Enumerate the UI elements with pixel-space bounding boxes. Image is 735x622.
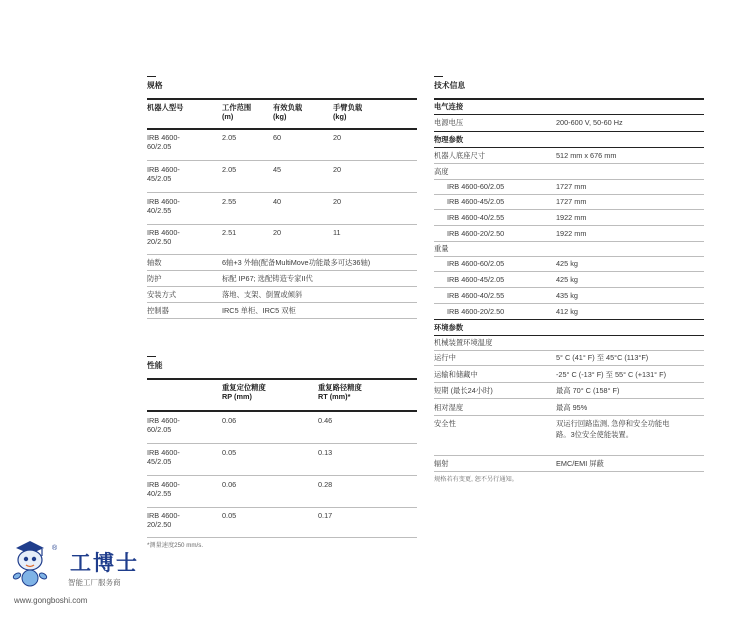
perf-header-bottom-rule [147,410,417,412]
tech-height-value: 1727 mm [556,182,587,191]
tech-header-rule [434,98,704,100]
row-divider [434,179,704,180]
tech-weight-model: IRB 4600-60/2.05 [447,259,505,268]
specs-row-armload: 11 [333,228,341,237]
perf-row-model: IRB 4600- 40/2.55 [147,480,180,499]
specs-row-payload: 40 [273,197,282,206]
row-divider [434,365,704,366]
tech-env-label: 安全性 [434,419,456,428]
tech-env-value: 最高 95% [556,403,588,412]
specs-mounting-value: 落地、支架、倒置或倾斜 [222,290,303,299]
tech-weight-value: 425 kg [556,275,578,284]
row-divider [147,318,417,319]
specs-header-bottom-rule [147,128,417,130]
specs-section-title: 规格 [147,81,163,90]
row-divider [434,241,704,242]
specs-row-model: IRB 4600- 40/2.55 [147,197,180,216]
perf-row-rt: 0.13 [318,448,333,457]
group-rule [434,131,704,132]
tech-note: 规格若有变更, 恕不另行通知。 [434,476,518,483]
perf-row-rt: 0.17 [318,511,333,520]
specs-row-payload: 20 [273,228,282,237]
specs-row-payload: 45 [273,165,282,174]
tech-section-title: 技术信息 [434,81,466,90]
tech-env-value: EMC/EMI 屏蔽 [556,459,604,468]
tech-physical-group: 物理参数 [434,135,464,144]
tech-section-dash [434,76,443,77]
specs-row-armload: 20 [333,165,342,174]
row-divider [434,225,704,226]
group-rule [434,114,704,115]
perf-row-model: IRB 4600- 20/2.50 [147,511,180,530]
perf-section-dash [147,356,156,357]
tech-base-label: 机器人底座尺寸 [434,151,486,160]
row-divider [434,194,704,195]
specs-mounting-label: 安装方式 [147,290,177,299]
brand-name: 工博士 [70,552,139,575]
perf-row-rp: 0.06 [222,416,237,425]
tech-height-model: IRB 4600-45/2.05 [447,197,505,206]
tech-weight-model: IRB 4600-20/2.50 [447,307,505,316]
tech-env-label: 辐射 [434,459,449,468]
perf-row-rp: 0.05 [222,448,237,457]
tech-env-label: 运输和储藏中 [434,370,478,379]
specs-row-model: IRB 4600- 20/2.50 [147,228,180,247]
watermark-logo [8,538,148,610]
tech-env-value: 双运行回路监测, 急停和安全功能电 路。3位安全使能装置。 [556,419,670,439]
tech-weight-model: IRB 4600-40/2.55 [447,291,505,300]
row-divider [147,537,417,538]
perf-row-rt: 0.46 [318,416,333,425]
tech-weight-value: 435 kg [556,291,578,300]
tech-weight-value: 412 kg [556,307,578,316]
tech-weight-label: 重量 [434,244,449,253]
perf-header-rp: 重复定位精度 RP (mm) [222,383,266,402]
perf-row-model: IRB 4600- 45/2.05 [147,448,180,467]
tech-environment-group: 环境参数 [434,323,464,332]
specs-header-rule [147,98,417,100]
tech-weight-model: IRB 4600-45/2.05 [447,275,505,284]
tech-height-label: 高度 [434,167,449,176]
row-divider [434,415,704,416]
specs-row-reach: 2.55 [222,197,237,206]
row-divider [147,160,417,161]
specs-header-reach: 工作范围 (m) [222,103,252,122]
specs-row-model: IRB 4600- 60/2.05 [147,133,180,152]
specs-axes-value: 6轴+3 外轴(配备MultiMove功能最多可达36轴) [222,258,371,267]
group-rule [434,335,704,336]
row-divider [434,471,704,472]
row-divider [434,303,704,304]
tech-weight-value: 425 kg [556,259,578,268]
row-divider [147,224,417,225]
perf-row-model: IRB 4600- 60/2.05 [147,416,180,435]
tech-temp-label: 机械装置环境温度 [434,338,493,347]
perf-row-rp: 0.05 [222,511,237,520]
perf-row-rt: 0.28 [318,480,333,489]
row-divider [434,256,704,257]
specs-row-payload: 60 [273,133,282,142]
specs-row-armload: 20 [333,133,342,142]
row-divider [434,287,704,288]
specs-header-armload: 手臂负载 (kg) [333,103,363,122]
row-divider [147,192,417,193]
tech-base-value: 512 mm x 676 mm [556,151,617,160]
brand-url[interactable]: www.gongboshi.com [14,596,88,605]
tech-height-value: 1922 mm [556,229,587,238]
tech-env-label: 短期 (最长24小时) [434,386,493,395]
row-divider [147,286,417,287]
row-divider [434,350,704,351]
tech-height-model: IRB 4600-20/2.50 [447,229,505,238]
specs-protection-label: 防护 [147,274,162,283]
perf-header-rule [147,378,417,380]
row-divider [434,398,704,399]
group-rule [434,319,704,320]
perf-header-rt: 重复路径精度 RT (mm)* [318,383,362,402]
group-rule [434,147,704,148]
row-divider [147,254,417,255]
perf-row-rp: 0.06 [222,480,237,489]
tech-env-label: 相对湿度 [434,403,464,412]
specs-controller-label: 控制器 [147,306,169,315]
tech-env-label: 运行中 [434,353,456,362]
tech-env-value: -25° C (-13° F) 至 55° C (+131° F) [556,370,667,379]
row-divider [434,382,704,383]
specs-row-reach: 2.05 [222,165,237,174]
tech-env-value: 5° C (41° F) 至 45°C (113°F) [556,353,649,362]
specs-row-reach: 2.05 [222,133,237,142]
row-divider [434,163,704,164]
tech-height-value: 1922 mm [556,213,587,222]
mascot-icon [8,538,52,590]
specs-controller-value: IRC5 单柜、IRC5 双柜 [222,306,296,315]
row-divider [147,302,417,303]
tech-electrical-group: 电气连接 [434,102,464,111]
specs-row-armload: 20 [333,197,342,206]
tech-height-model: IRB 4600-40/2.55 [447,213,505,222]
brand-subtitle: 智能工厂服务商 [68,578,121,587]
specs-header-payload: 有效负载 (kg) [273,103,303,122]
row-divider [147,507,417,508]
specs-row-reach: 2.51 [222,228,237,237]
tech-height-value: 1727 mm [556,197,587,206]
specs-axes-label: 轴数 [147,258,162,267]
specs-header-model: 机器人型号 [147,103,184,112]
specs-protection-value: 标配 IP67; 选配铸造专家II代 [222,274,313,283]
perf-footnote: *测量速度250 mm/s. [147,542,204,549]
row-divider [147,443,417,444]
tech-voltage-value: 200-600 V, 50-60 Hz [556,118,623,127]
row-divider [434,455,704,456]
row-divider [147,270,417,271]
specs-row-model: IRB 4600- 45/2.05 [147,165,180,184]
tech-voltage-label: 电源电压 [434,118,464,127]
specs-section-dash [147,76,156,77]
row-divider [147,475,417,476]
tech-height-model: IRB 4600-60/2.05 [447,182,505,191]
perf-section-title: 性能 [147,361,163,370]
registered-mark: ® [52,545,58,552]
tech-env-value: 最高 70° C (158° F) [556,386,620,395]
row-divider [434,209,704,210]
row-divider [434,271,704,272]
